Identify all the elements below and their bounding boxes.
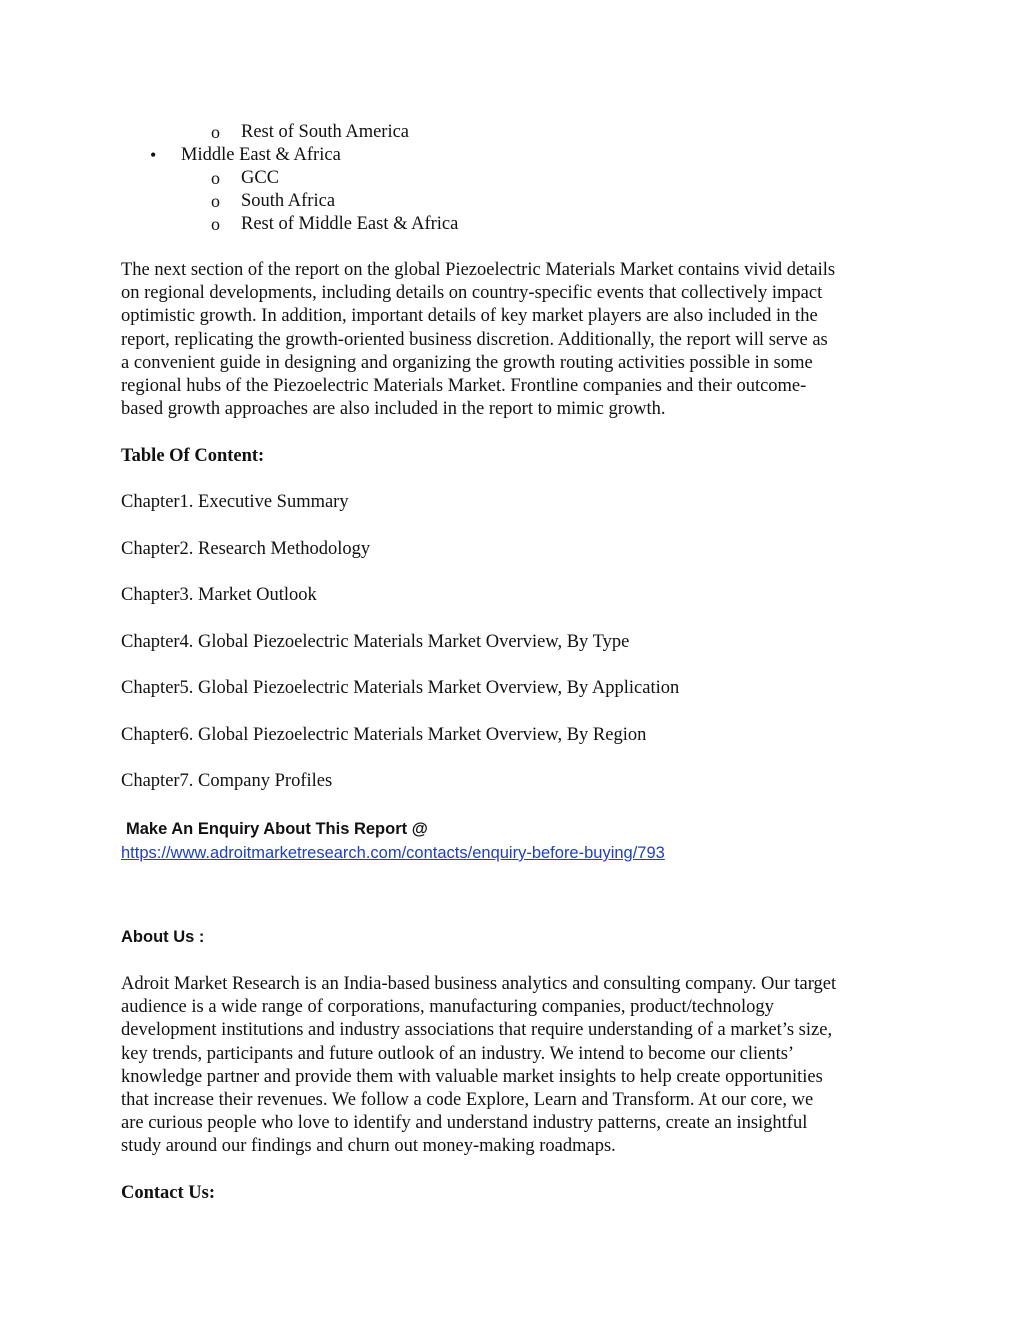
region-rest-of-south-america: Rest of South America	[241, 122, 410, 142]
paragraph-line: based growth approaches are also included in the report to mimic growth.	[121, 399, 666, 420]
toc-chapter-1: Chapter1. Executive Summary	[121, 492, 349, 512]
toc-heading: Table Of Content:	[121, 446, 265, 466]
toc-chapter-2: Chapter2. Research Methodology	[121, 539, 371, 559]
paragraph-line: knowledge partner and provide them with valuable market insights to help create opportunities	[121, 1066, 823, 1087]
paragraph-line: Adroit Market Research is an India-based business analytics and consulting company. Our target	[121, 974, 837, 994]
paragraph-line: development institutions and industry associations that require understanding of a market’s size,	[121, 1020, 833, 1041]
about-heading: About Us :	[121, 928, 205, 946]
paragraph-line: are curious people who love to identify and understand industry patterns, create an insightful	[121, 1113, 808, 1134]
paragraph-line: study around our findings and churn out money-making roadmaps.	[121, 1136, 616, 1157]
sub-bullet: o	[211, 191, 220, 211]
contact-heading: Contact Us:	[121, 1183, 216, 1203]
paragraph-line: regional hubs of the Piezoelectric Materials Market. Frontline companies and their outcome-	[121, 376, 807, 397]
toc-chapter-7: Chapter7. Company Profiles	[121, 771, 333, 791]
sub-bullet: o	[211, 214, 220, 234]
region-middle-east-africa: Middle East & Africa	[181, 145, 341, 165]
paragraph-line: that increase their revenues. We follow a code Explore, Learn and Transform. At our core, we	[121, 1090, 814, 1111]
paragraph-line: key trends, participants and future outlook of an industry. We intend to become our clients’	[121, 1043, 795, 1064]
enquiry-label: Make An Enquiry About This Report @	[126, 820, 428, 838]
sub-bullet: o	[211, 168, 220, 188]
paragraph-line: a convenient guide in designing and organizing the growth routing activities possible in some	[121, 352, 813, 373]
region-rest-of-mea: Rest of Middle East & Africa	[241, 214, 459, 234]
region-south-africa: South Africa	[241, 191, 336, 211]
region-gcc: GCC	[241, 168, 280, 188]
main-bullet: •	[150, 145, 157, 165]
paragraph-line: report, replicating the growth-oriented business discretion. Additionally, the report will serve as	[121, 329, 828, 350]
paragraph-line: The next section of the report on the global Piezoelectric Materials Market contains vivid details	[121, 260, 836, 280]
paragraph-line: on regional developments, including details on country-specific events that collectively impact	[121, 283, 823, 304]
sub-bullet: o	[211, 122, 220, 142]
intro-paragraph	[121, 259, 911, 421]
toc-chapter-5: Chapter5. Global Piezoelectric Materials Market Overview, By Application	[121, 678, 680, 698]
paragraph-line: optimistic growth. In addition, important details of key market players are also included in the	[121, 306, 818, 327]
enquiry-link[interactable]: https://www.adroitmarketresearch.com/contacts/enquiry-before-buying/793	[121, 844, 665, 862]
about-paragraph	[121, 973, 911, 1159]
toc-chapter-6: Chapter6. Global Piezoelectric Materials Market Overview, By Region	[121, 725, 647, 745]
toc-chapter-3: Chapter3. Market Outlook	[121, 585, 317, 605]
toc-chapter-4: Chapter4. Global Piezoelectric Materials Market Overview, By Type	[121, 632, 630, 652]
paragraph-line: audience is a wide range of corporations, manufacturing companies, product/technology	[121, 997, 774, 1018]
